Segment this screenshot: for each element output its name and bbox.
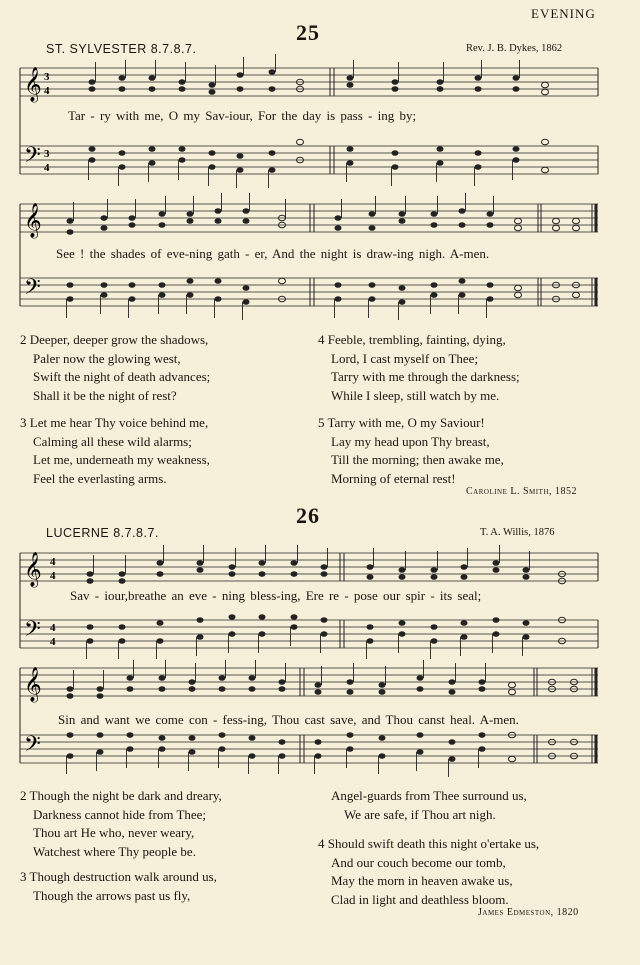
hymn-number: 25	[296, 20, 320, 45]
verse-line: May the morn in heaven awake us,	[331, 873, 513, 888]
verse-line: 2 Though the night be dark and dreary,	[20, 788, 222, 803]
verse-line: While I sleep, still watch by me.	[331, 387, 500, 403]
treble-clef-icon: 𝄞	[24, 667, 42, 702]
treble-clef-icon: 𝄞	[24, 203, 42, 238]
hymn-25-verse-2	[20, 331, 210, 405]
verse-line: 2 Deeper, deeper grow the shadows,	[20, 332, 209, 347]
verse-line: 3 Though destruction walk around us,	[20, 869, 217, 884]
verse-line: Watchest where Thy people be.	[33, 843, 196, 859]
verse-line: Thou art He who, never weary,	[33, 825, 195, 840]
treble-clef-icon: 𝄞	[24, 552, 42, 587]
bass-clef-icon: 𝄢	[24, 617, 41, 647]
bass-clef-icon: 𝄢	[24, 275, 41, 305]
hymn-25-lyrics-line-1: Tar - ry with me, O my Sav-iour, For the day is pass - ing by;	[68, 108, 417, 123]
verse-line: Till the morning; then awake me,	[331, 452, 504, 467]
verse-line: 4 Feeble, trembling, fainting, dying,	[318, 332, 506, 347]
verse-line: Swift the night of death advances;	[33, 369, 211, 384]
hymn-25-lyrics-line-2: See ! the shades of eve-ning gath - er, And the night is draw-ing nigh. A-men.	[56, 246, 490, 261]
hymn-26-verse-2	[20, 787, 222, 861]
verse-line: Angel-guards from Thee surround us,	[331, 788, 527, 803]
svg-text:3: 3	[44, 71, 50, 83]
hymn-26-verse-4	[318, 835, 539, 909]
verse-line: Feel the everlasting arms.	[33, 470, 167, 486]
svg-text:4: 4	[50, 556, 56, 568]
hymn-25-verse-3	[20, 414, 210, 488]
verse-line: Paler now the glowing west,	[33, 350, 181, 366]
verse-line: Darkness cannot hide from Thee;	[33, 806, 207, 822]
svg-text:4: 4	[50, 622, 56, 634]
verse-line: Lay my head upon Thy breast,	[331, 433, 490, 449]
verse-line: Let me, underneath my weakness,	[33, 452, 210, 467]
hymn-25-verse-5	[318, 414, 504, 488]
verse-line: 5 Tarry with me, O my Saviour!	[318, 415, 485, 430]
composer-credit: T. A. Willis, 1876	[480, 527, 555, 538]
author-credit: Caroline L. Smith, 1852	[466, 486, 577, 497]
hymn-26-lyrics-line-1: Sav - iour,breathe an eve - ning bless-ing, Ere re - pose our spir - its seal;	[70, 588, 482, 603]
verse-line: Calming all these wild alarms;	[33, 433, 192, 449]
verse-line: Lord, I cast myself on Thee;	[331, 350, 479, 366]
verse-line: We are safe, if Thou art nigh.	[344, 806, 496, 822]
composer-credit: Rev. J. B. Dykes, 1862	[466, 43, 563, 54]
hymn-26-verse-3	[20, 868, 217, 905]
verse-line: Clad in light and deathless bloom.	[331, 891, 509, 907]
svg-text:3: 3	[44, 148, 50, 160]
svg-text:4: 4	[44, 162, 50, 174]
treble-clef-icon: 𝄞	[24, 67, 42, 102]
svg-text:4: 4	[50, 570, 56, 582]
svg-text:4: 4	[50, 636, 56, 648]
author-credit: James Edmeston, 1820	[478, 907, 579, 918]
bass-clef-icon: 𝄢	[24, 143, 41, 173]
verse-line: Though the arrows past us fly,	[33, 887, 191, 903]
verse-line: 4 Should swift death this night o'ertake us,	[318, 836, 540, 851]
hymn-26-verse-2-continued	[331, 787, 527, 824]
hymn-25-score-system-2	[0, 196, 640, 336]
verse-line: 3 Let me hear Thy voice behind me,	[20, 415, 209, 430]
section-title: EVENING	[531, 6, 596, 21]
hymn-26-score-system-2	[0, 660, 640, 800]
verse-line: Morning of eternal rest!	[331, 470, 456, 486]
hymn-25-verse-4	[318, 331, 520, 405]
hymn-25-score-system-1	[0, 60, 640, 200]
bass-clef-icon: 𝄢	[24, 732, 41, 762]
hymn-26-lyrics-line-2: Sin and want we come con - fess-ing, Thou cast save, and Thou canst heal. A-men.	[58, 712, 519, 727]
tune-name: LUCERNE 8.7.8.7.	[46, 526, 159, 540]
verse-line: Tarry with me through the darkness;	[331, 369, 520, 384]
verse-line: And our couch become our tomb,	[331, 854, 506, 870]
svg-text:4: 4	[44, 85, 50, 97]
tune-name: ST. SYLVESTER 8.7.8.7.	[46, 42, 197, 56]
hymn-number: 26	[296, 503, 320, 528]
verse-line: Shall it be the night of rest?	[33, 387, 177, 403]
